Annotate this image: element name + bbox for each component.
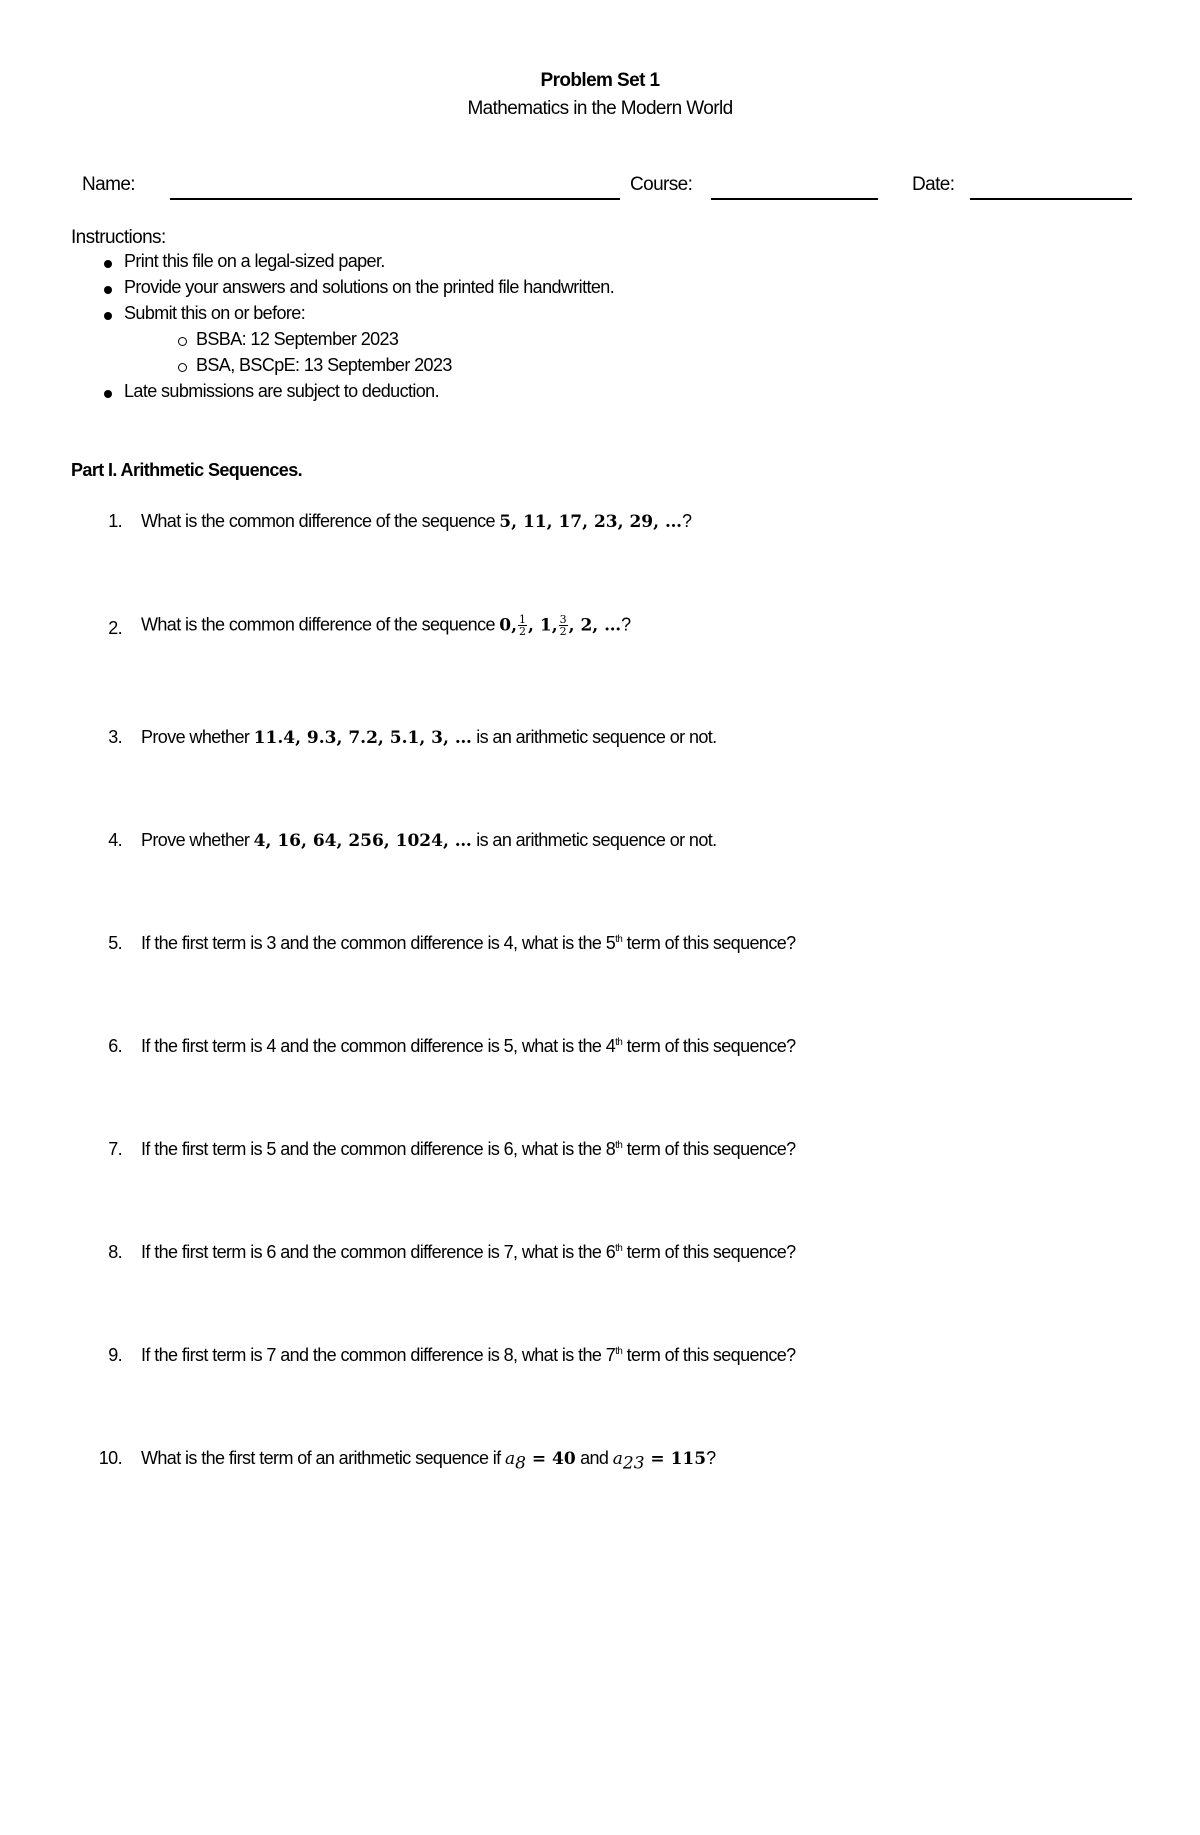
- question-number: 3.: [108, 727, 122, 747]
- document-title: Problem Set 1: [540, 70, 660, 91]
- question-2: What is the common difference of the sequence 0, $\frac{1}{2}$ , 1, $\frac{3}{2}$ , 2, …?: [141, 613, 631, 638]
- part1-heading: Part I. Arithmetic Sequences.: [71, 460, 303, 480]
- question-10: What is the first term of an arithmetic sequence if $a_8 = 40$ and $a_{23} = 115$?: [141, 1448, 716, 1474]
- name-blank-line: [170, 198, 620, 200]
- question-4: Prove whether 4, 16, 64, 256, 1024, … is an arithmetic sequence or not.: [141, 830, 717, 851]
- question-number: 4.: [108, 830, 122, 850]
- course-blank-line: [711, 198, 878, 200]
- question-9: If the first term is 7 and the common difference is 8, what is the 7th term of this sequence?: [141, 1345, 796, 1365]
- question-number: 10.: [98, 1448, 122, 1468]
- sub-bullet-icon: [178, 337, 187, 346]
- instruction-item: Provide your answers and solutions on the printed file handwritten.: [124, 277, 615, 297]
- bullet-icon: [104, 312, 112, 320]
- question-8: If the first term is 6 and the common difference is 7, what is the 6th term of this sequence?: [141, 1242, 796, 1262]
- question-number: 8.: [108, 1242, 122, 1262]
- question-number: 9.: [108, 1345, 122, 1365]
- instruction-item: Print this file on a legal-sized paper.: [124, 251, 385, 271]
- instruction-subitem: BSA, BSCpE: 13 September 2023: [196, 355, 452, 375]
- bullet-icon: [104, 286, 112, 294]
- question-number: 6.: [108, 1036, 122, 1056]
- question-number: 5.: [108, 933, 122, 953]
- question-number: 7.: [108, 1139, 122, 1159]
- document-subtitle: Mathematics in the Modern World: [467, 98, 733, 119]
- bullet-icon: [104, 260, 112, 268]
- instruction-item: Late submissions are subject to deduction.: [124, 381, 439, 401]
- sub-bullet-icon: [178, 363, 187, 372]
- name-label: Name:: [82, 174, 135, 195]
- question-6: If the first term is 4 and the common difference is 5, what is the 4th term of this sequence?: [141, 1036, 796, 1056]
- instruction-subitem: BSBA: 12 September 2023: [196, 329, 399, 349]
- question-5: If the first term is 3 and the common difference is 4, what is the 5th term of this sequence?: [141, 933, 796, 953]
- instructions-heading: Instructions:: [71, 227, 166, 248]
- question-1: What is the common difference of the sequence 5, 11, 17, 23, 29, …?: [141, 511, 692, 532]
- date-label: Date:: [912, 174, 955, 195]
- question-7: If the first term is 5 and the common difference is 6, what is the 8th term of this sequence?: [141, 1139, 796, 1159]
- course-label: Course:: [630, 174, 693, 195]
- instruction-item: Submit this on or before:: [124, 303, 306, 323]
- question-number: 2.: [108, 618, 122, 638]
- bullet-icon: [104, 390, 112, 398]
- question-3: Prove whether 11.4, 9.3, 7.2, 5.1, 3, … is an arithmetic sequence or not.: [141, 727, 717, 748]
- question-number: 1.: [108, 511, 122, 531]
- date-blank-line: [970, 198, 1132, 200]
